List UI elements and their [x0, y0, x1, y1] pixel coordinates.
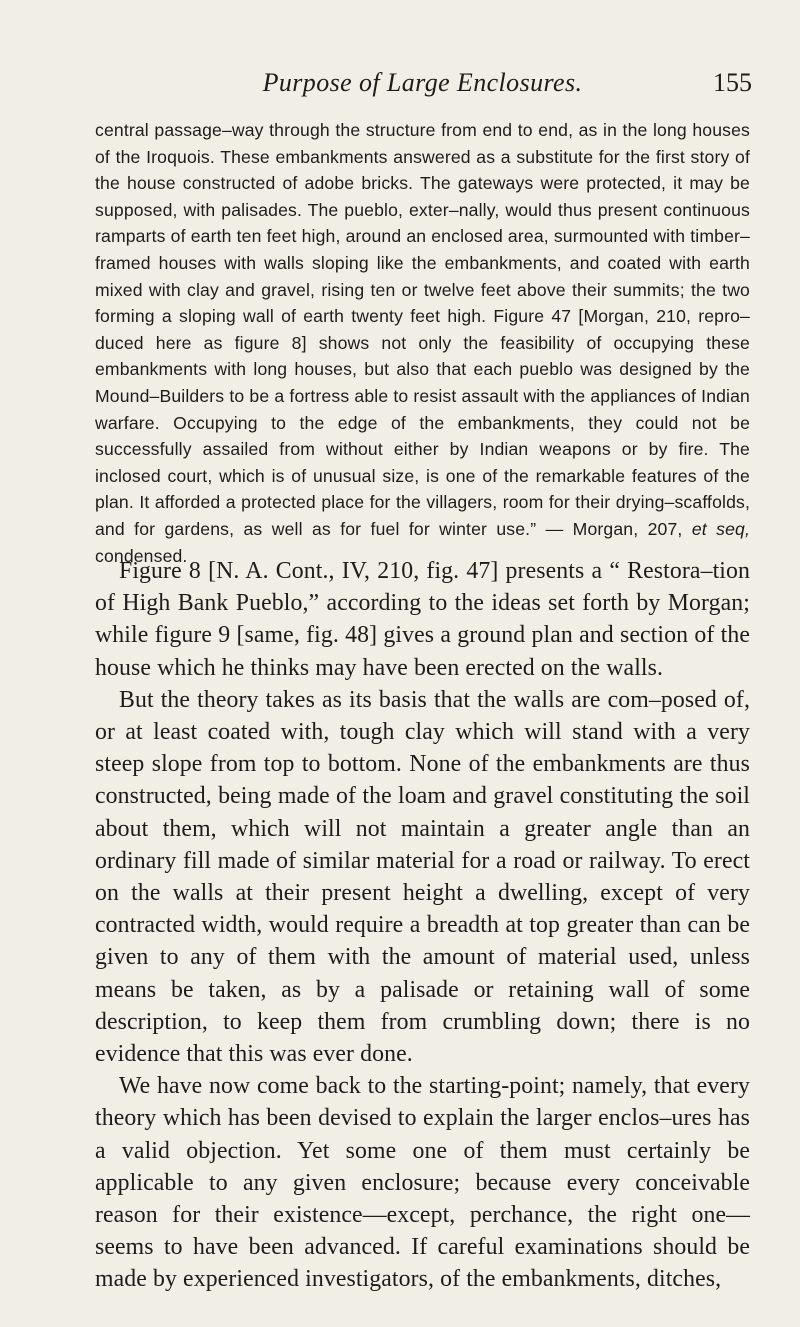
paragraph-figure-8: Figure 8 [N. A. Cont., IV, 210, fig. 47] presents a “ Restora–tion of High Bank Pueblo,” according to the ideas set forth by Morgan; while figure 9 [same, fig. 48] gives a ground plan and section of the house which he thinks may have been erected on the walls. [95, 558, 750, 681]
paragraph-starting-point: We have now come back to the starting-point; namely, that every theory which has been devised to explain the larger enclos–ures has a valid objection. Yet some one of them must certainly be applicable to any given enclosure; because every conceivable reason for their existence—except, perchance, the right one— seems to have been advanced. If careful examinations should be made by experienced investigators, of the embankments, ditches, [95, 1073, 750, 1293]
body-text [95, 555, 750, 1296]
paragraph-theory: But the theory takes as its basis that the walls are com–posed of, or at least coated with, tough clay which will stand with a very steep slope from top to bottom. None of the embankments are thus constructed, being made of the loam and gravel constituting the soil about them, which will not maintain a greater angle than an ordinary fill made of similar material for a road or railway. To erect on the walls at their present height a dwelling, except of very contracted width, would require a breadth at top greater than can be given to any of them with the amount of material used, unless means be taken, as by a palisade or retaining wall of some description, to keep them from crumbling down; there is no evidence that this was ever done. [95, 686, 750, 1068]
page-number: 155 [713, 68, 752, 97]
quotation-text: central passage–way through the structure from end to end, as in the long houses of the Iroquois. These embankments answered as a substitute for the first story of the house constructed of adobe bricks. The gateways were protected, it may be supposed, with palisades. The pueblo, exter–nally, would thus present continuous ramparts of earth ten feet high, around an enclosed area, surmounted with timber–framed houses with walls sloping like the embankments, and coated with earth mixed with clay and gravel, rising ten or twelve feet above their summits; the two forming a sloping wall of earth twenty feet high. Figure 47 [Morgan, 210, repro–duced here as figure 8] shows not only the feasibility of occupying these embankments with long houses, but also that each pueblo was designed by the Mound–Builders to be a fortress able to resist assault with the appliances of Indian warfare. Occupying to the edge of the embankments, they could not be successfully assailed from without either by Indian weapons or by fire. The inclosed court, which is of unusual size, is one of the remarkable features of the plan. It afforded a protected place for the villagers, room for their drying–scaffolds, and for gardens, as well as for fuel for winter use.” — Morgan, 207, [95, 120, 750, 539]
running-title: Purpose of Large Enclosures. [262, 68, 583, 97]
block-quotation [95, 117, 750, 569]
running-head [95, 68, 750, 104]
quotation-italic-text: et seq, [691, 518, 750, 539]
quotation-text-end: condensed. [95, 545, 188, 566]
quotation-paragraph [95, 117, 750, 569]
